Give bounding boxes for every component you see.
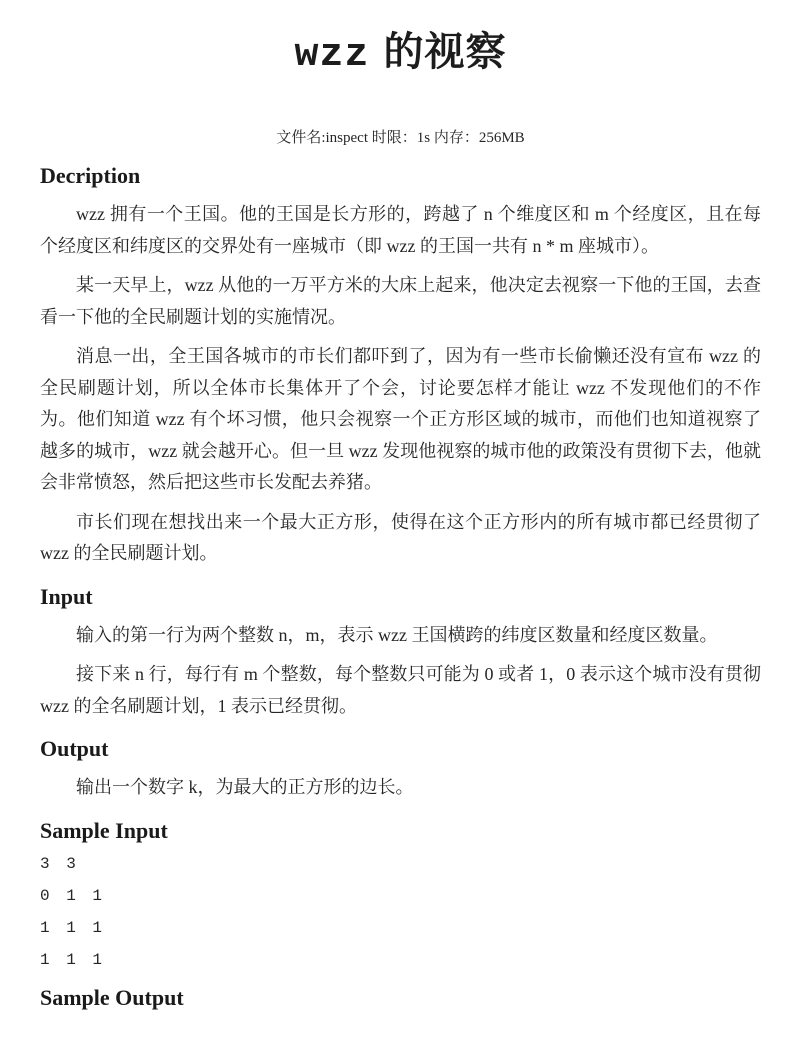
document-page: [0, 28, 801, 1038]
description-paragraph-3: 消息一出，全王国各城市的市长们都吓到了，因为有一些市长偷懒还没有宣布 wzz 的全民刷题计划，所以全体市长集体开了个会，讨论要怎样才能让 wzz 不发现他们的不作为。他们知道 wzz 有个坏习惯，他只会视察一个正方形区域的城市，而他们也知道视察了越多的城市，wzz 就会越开心。但一旦 wzz 发现他视察的城市他的政策没有贯彻下去，他就会非常愤怒，然后把这些市长发配去养猪。: [40, 346, 761, 492]
section-heading-sample-output: Sample Output: [40, 984, 184, 1010]
section-heading-description: Decription: [40, 163, 141, 188]
description-paragraph-2: 某一天早上，wzz 从他的一万平方米的大床上起来，他决定去视察一下他的王国，去查看一下他的全民刷题计划的实施情况。: [40, 275, 761, 327]
output-paragraph-1: 输出一个数字 k，为最大的正方形的边长。: [76, 777, 414, 797]
section-heading-output: Output: [40, 736, 109, 761]
sample-input-line-3: 1 1 1: [40, 918, 105, 937]
sample-input-line-4: 1 1 1: [40, 950, 105, 969]
problem-document: [0, 28, 801, 1011]
sample-input-line-2: 0 1 1: [40, 886, 105, 905]
section-heading-input: Input: [40, 583, 93, 609]
page-title-cjk: 的视察: [383, 30, 507, 74]
description-paragraph-4: 市长们现在想找出来一个最大正方形，使得在这个正方形内的所有城市都已经贯彻了 wzz 的全民刷题计划。: [40, 511, 761, 563]
sample-input-line-1: 3 3: [40, 854, 78, 873]
section-heading-sample-input: Sample Input: [40, 817, 168, 843]
page-title-latin: wzz: [294, 33, 370, 78]
file-meta-line: 文件名:inspect 时限：1s 内存：256MB: [276, 130, 525, 146]
page-title: [40, 28, 761, 80]
description-paragraph-1: wzz 拥有一个王国。他的王国是长方形的，跨越了 n 个维度区和 m 个经度区，且在每个经度区和纬度区的交界处有一座城市（即 wzz 的王国一共有 n * m 座城市）。: [40, 204, 761, 256]
input-paragraph-1: 输入的第一行为两个整数 n，m，表示 wzz 王国横跨的纬度区数量和经度区数量。: [76, 624, 718, 645]
input-paragraph-2: 接下来 n 行，每行有 m 个整数，每个整数只可能为 0 或者 1，0 表示这个城市没有贯彻 wzz 的全名刷题计划，1 表示已经贯彻。: [40, 664, 761, 716]
